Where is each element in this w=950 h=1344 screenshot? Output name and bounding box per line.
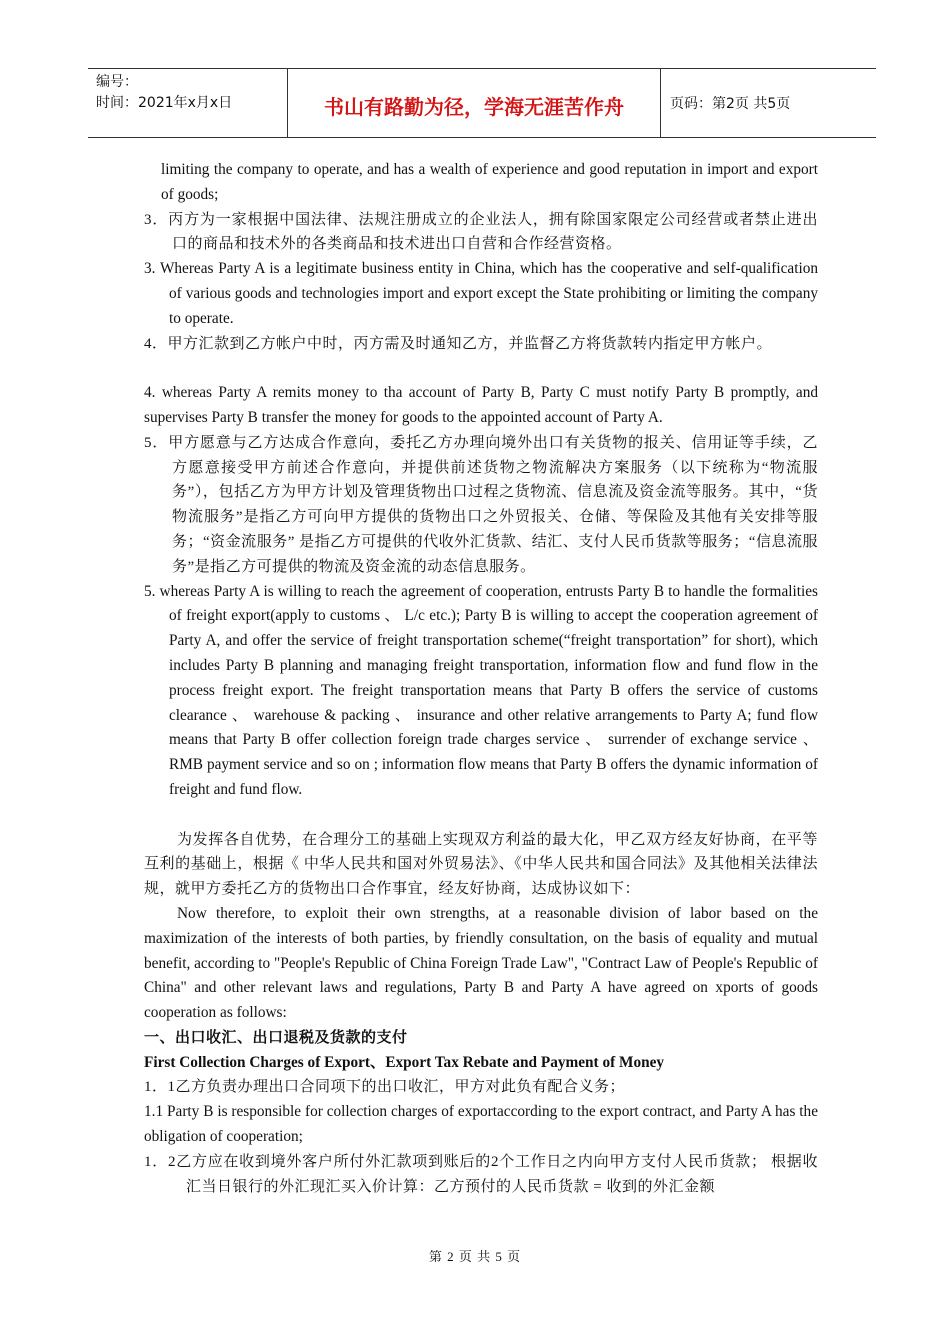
document-number-label: 编号： xyxy=(96,74,138,90)
header-page-info: 页码：第2页 共5页 xyxy=(670,96,791,112)
paragraph: 为发挥各自优势，在合理分工的基础上实现双方利益的最大化，甲乙双方经友好协商，在平等互利的基础上，根据《 中华人民共和国对外贸易法》、《中华人民共和国合同法》及其他相关法律法规，就甲方委托乙方的货物出口合作事宜，经友好协商，达成协议如下： xyxy=(144,831,818,898)
clause: 1.1 Party B is responsible for collection charges of exportaccording to the export contract, and Party A has the obligation of cooperation; xyxy=(144,1103,818,1146)
clause: 1．1乙方负责办理出口合同项下的出口收汇，甲方对此负有配合义务； xyxy=(144,1079,626,1096)
page-header xyxy=(88,68,876,138)
paragraph: 3．丙方为一家根据中国法律、法规注册成立的企业法人，拥有除国家限定公司经营或者禁止进出口的商品和技术外的各类商品和技术进出口自营和合作经营资格。 xyxy=(144,211,818,253)
blank-line xyxy=(144,356,818,381)
paragraph: 5．甲方愿意与乙方达成合作意向，委托乙方办理向境外出口有关货物的报关、信用证等手续，乙方愿意接受甲方前述合作意向，并提供前述货物之物流解决方案服务（以下统称为“物流服务”），包括乙方为甲方计划及管理货物出口过程之货物流、信息流及资金流等服务。其中，“货物流服务”是指乙方可向甲方提供的货物出口之外贸报关、仓储、等保险及其他有关安排等服务；“资金流服务” 是指乙方可提供的代收外汇货款、结汇、支付人民币货款等服务；“信息流服务”是指乙方可提供的物流及资金流的动态信息服务。 xyxy=(144,434,818,575)
paragraph: Now therefore, to exploit their own strengths, at a reasonable division of labor based on the maximization of the interests of both parties, by friendly consultation, on the basis of equality and mutual benefit, according to "People's Republic of China Foreign Trade Law", "Contract Law of People's Republic of China" and other relevant laws and regulations, Party B and Party A have agreed on xports of goods cooperation as follows: xyxy=(144,904,818,1022)
paragraph: 3. Whereas Party A is a legitimate business entity in China, which has the cooperative and self-qualification of various goods and technologies import and export except the State prohibiting or limiting the company to operate. xyxy=(144,260,818,327)
header-motto: 书山有路勤为径，学海无涯苦作舟 xyxy=(324,95,624,119)
section-heading: 一、出口收汇、出口退税及货款的支付 xyxy=(144,1029,408,1046)
header-divider xyxy=(660,69,661,137)
page-footer: 第 2 页 共 5 页 xyxy=(428,1249,522,1264)
document-time-label: 时间：2021年x月x日 xyxy=(96,95,233,111)
document-body xyxy=(144,158,818,1199)
paragraph: 5. whereas Party A is willing to reach the agreement of cooperation, entrusts Party B to handle the formalities of freight export(apply to customs 、 L/c etc.); Party B is willing to accept the cooperation agreement of Party A, and offer the service of freight transportation scheme(“freight transportation” for short), which includes Party B planning and managing freight transportation, information flow and fund flow in the process freight export. The freight transportation means that Party B offers the service of customs clearance 、 warehouse & packing 、 insurance and other relative arrangements to Party A; fund flow means that Party B offer collection foreign trade charges service 、 surrender of exchange service 、 RMB payment service and so on ; information flow means that Party B offers the dynamic information of freight and fund flow. xyxy=(144,582,818,798)
paragraph: limiting the company to operate, and has a wealth of experience and good reputation in import and export of goods; xyxy=(161,161,818,203)
paragraph: 4. whereas Party A remits money to tha account of Party B, Party C must notify Party B promptly, and supervises Party B transfer the money for goods to the appointed account of Party A. xyxy=(144,384,818,426)
header-meta xyxy=(96,72,232,114)
clause: 1．2乙方应在收到境外客户所付外汇款项到账后的2个工作日之内向甲方支付人民币货款； 根据收汇当日银行的外汇现汇买入价计算：乙方预付的人民币货款 = 收到的外汇金额 xyxy=(144,1153,818,1195)
section-heading-en: First Collection Charges of Export、Export Tax Rebate and Payment of Money xyxy=(144,1053,665,1071)
blank-line xyxy=(144,803,818,828)
paragraph: 4．甲方汇款到乙方帐户中时，丙方需及时通知乙方，并监督乙方将货款转内指定甲方帐户。 xyxy=(144,335,773,352)
